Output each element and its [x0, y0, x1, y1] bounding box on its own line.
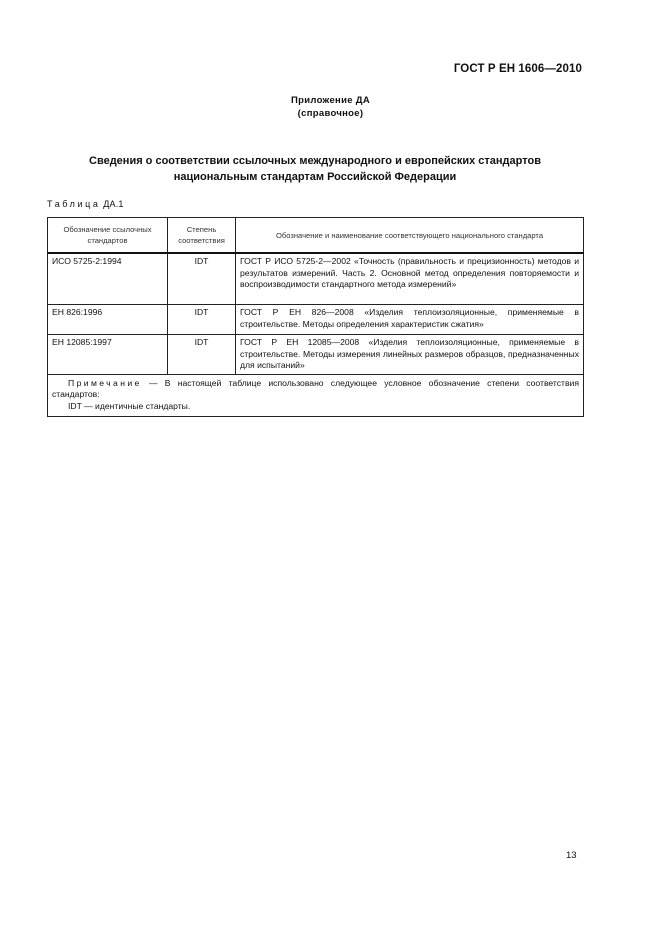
- column-header-degree: Степень соответствия: [168, 218, 236, 254]
- cell-national-standard: ГОСТ Р ЕН 12085—2008 «Изделия теплоизоляционные, применяемые в строительстве. Методы измерения линейных размеров образцов, предназначенных для испытаний»: [236, 335, 584, 375]
- appendix-title: Приложение ДА: [291, 95, 370, 106]
- cell-degree: IDT: [168, 335, 236, 375]
- table-note: [48, 374, 584, 416]
- table-header-row: [48, 218, 584, 254]
- appendix-subtitle: (справочное): [297, 108, 364, 119]
- table-row: [48, 335, 584, 375]
- section-heading-line-1: Сведения о соответствии ссылочных международного и европейских стандартов: [89, 155, 541, 167]
- section-heading-line-2: национальным стандартам Российской Федерации: [173, 171, 457, 183]
- section-heading: [0, 153, 630, 185]
- table-caption-number: ДА.1: [103, 199, 124, 209]
- note-label: Примечание: [68, 377, 142, 388]
- cell-degree: IDT: [168, 253, 236, 305]
- table-caption-label: Таблица: [47, 199, 101, 209]
- column-header-reference: Обозначение ссылочных стандартов: [48, 218, 168, 254]
- table-caption: [47, 199, 124, 209]
- cell-reference: ЕН 826:1996: [48, 305, 168, 335]
- column-header-national-standard: Обозначение и наименование соответствующего национального стандарта: [236, 218, 584, 254]
- table-row: [48, 253, 584, 305]
- cell-reference: ИСО 5725-2:1994: [48, 253, 168, 305]
- cell-national-standard: ГОСТ Р ИСО 5725-2—2002 «Точность (правильность и прецизионность) методов и результатов измерений. Часть 2. Основной метод определения повторяемости и воспроизводимости стандартного метода измерений»: [236, 253, 584, 305]
- table-note-row: [48, 374, 584, 416]
- cell-reference: ЕН 12085:1997: [48, 335, 168, 375]
- cell-national-standard: ГОСТ Р ЕН 826—2008 «Изделия теплоизоляционные, применяемые в строительстве. Методы определения характеристик сжатия»: [236, 305, 584, 335]
- table-row: [48, 305, 584, 335]
- note-text: — В настоящей таблице использовано следующее условное обозначение степени соответствия стандартов:: [52, 377, 579, 400]
- note-legend: IDT — идентичные стандарты.: [68, 400, 191, 411]
- cell-degree: IDT: [168, 305, 236, 335]
- page-number: 13: [566, 850, 577, 861]
- standards-correspondence-table: [47, 217, 584, 417]
- document-code: ГОСТ Р ЕН 1606—2010: [453, 63, 582, 75]
